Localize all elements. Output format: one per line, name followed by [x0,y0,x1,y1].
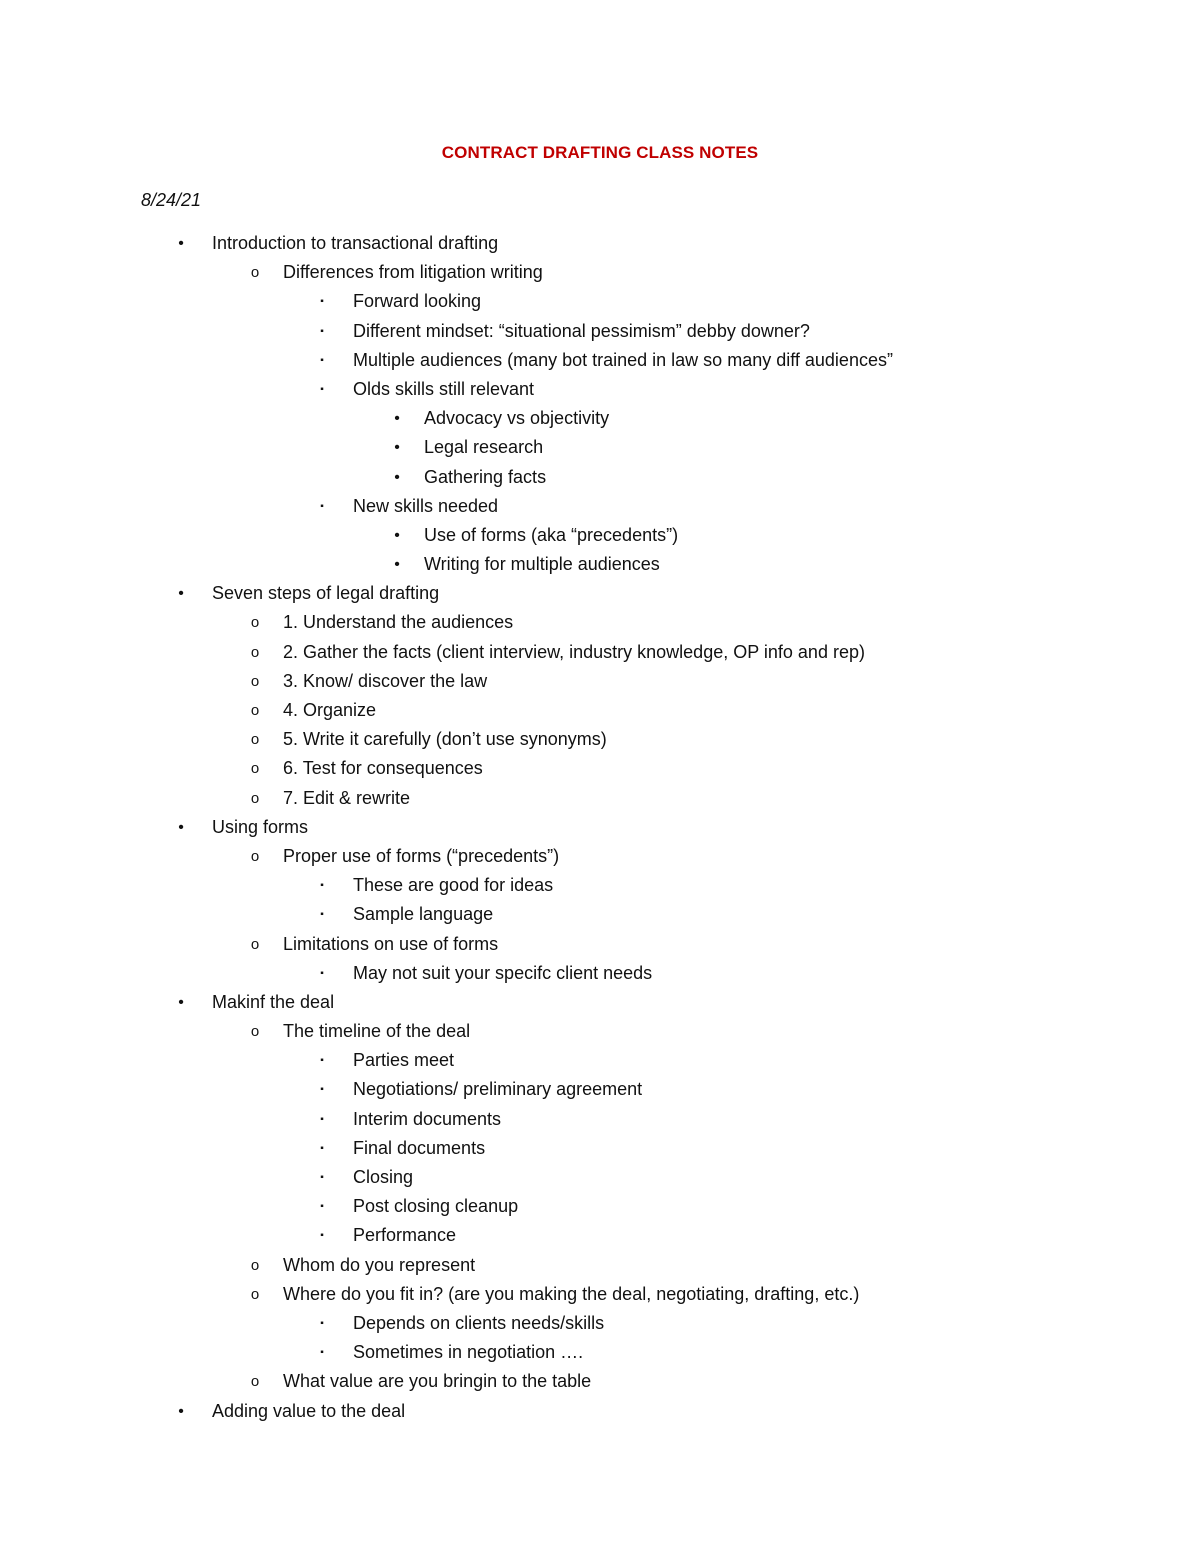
outline-item [0,1075,1200,1104]
outline-item-text: Using forms [212,816,309,837]
outline-item [0,1221,1200,1250]
outline-item-text: Closing [353,1167,414,1187]
outline-item [0,521,1200,550]
list-marker: ▪ [320,500,324,512]
outline-item-text: Adding value to the deal [212,1400,406,1421]
list-marker: • [394,468,400,486]
outline-item [0,784,1200,813]
outline-item-text: Legal research [424,437,544,458]
list-marker: • [178,993,184,1011]
outline-item [0,433,1200,462]
list-marker: o [250,731,260,749]
outline-item-text: Final documents [353,1137,486,1158]
outline-item-text: Forward looking [353,291,482,312]
outline-item [0,1046,1200,1075]
outline-item-text: May not suit your specifc client needs [353,962,653,983]
outline-item [0,346,1200,375]
list-marker: o [250,702,260,719]
outline-item-text: What value are you bringin to the table [283,1371,592,1392]
list-marker: ▪ [320,1347,324,1359]
list-marker: o [250,760,260,778]
list-marker: o [250,614,260,632]
outline-item [0,492,1200,521]
outline-item-text: New skills needed [353,495,499,516]
outline-item [0,1280,1200,1309]
list-marker: o [250,1023,260,1041]
list-marker: o [250,789,260,807]
list-marker: o [250,643,260,661]
outline-item-text: Use of forms (aka “precedents”) [424,524,679,545]
list-marker: o [250,847,260,865]
outline-item-text: 7. Edit & rewrite [283,787,411,808]
list-marker: • [394,410,400,428]
outline-item-text: Post closing cleanup [353,1196,519,1217]
outline-item [0,1367,1200,1396]
outline-item-text: Multiple audiences (many bot trained in law so many diff audiences” [353,349,893,370]
list-marker: • [178,818,184,836]
list-marker: ▪ [320,325,324,337]
outline-item-text: Depends on clients needs/skills [353,1312,605,1333]
outline-item [0,638,1200,667]
outline-item [0,375,1200,404]
outline-item [0,317,1200,346]
outline-item [0,667,1200,696]
list-marker: o [250,672,260,690]
outline-item-text: Where do you fit in? (are you making the deal, negotiating, drafting, etc.) [283,1283,860,1304]
outline-item [0,463,1200,492]
outline-item-text: Writing for multiple audiences [424,554,660,575]
list-marker: ▪ [320,967,324,979]
list-marker: ▪ [320,1172,324,1183]
list-marker: ▪ [320,1055,324,1067]
outline-item-text: Differences from litigation writing [283,262,543,283]
list-marker: ▪ [320,1113,324,1125]
outline-item-text: Negotiations/ preliminary agreement [353,1079,643,1100]
outline-item-text: Gathering facts [424,466,547,487]
list-marker: ▪ [320,296,324,308]
outline-item-text: These are good for ideas [353,875,554,896]
outline-item [0,959,1200,988]
outline-item [0,229,1200,258]
outline-item-text: Limitations on use of forms [283,933,499,954]
outline-item-text: Advocacy vs objectivity [424,408,610,429]
outline-item-text: 4. Organize [283,700,377,720]
list-marker: ▪ [320,1201,324,1213]
outline-item [0,842,1200,871]
list-marker: ▪ [320,383,324,395]
list-marker: o [250,1256,260,1274]
outline-item [0,754,1200,783]
outline-item-text: The timeline of the deal [283,1021,471,1042]
document-date: 8/24/21 [141,190,202,210]
outline-item [0,988,1200,1017]
outline-item [0,1309,1200,1338]
outline-item-text: Parties meet [353,1050,455,1071]
list-marker: ▪ [320,1142,324,1154]
list-marker: • [178,235,184,252]
list-marker: ▪ [320,1230,324,1242]
outline-item-text: Seven steps of legal drafting [212,583,440,604]
outline-item-text: Whom do you represent [283,1254,476,1275]
outline-item-text: Different mindset: “situational pessimism” debby downer? [353,320,810,341]
list-marker: o [250,264,260,282]
outline-item-text: 2. Gather the facts (client interview, industry knowledge, OP info and rep) [283,641,865,662]
outline-item-text: 1. Understand the audiences [283,612,514,633]
outline-item [0,1192,1200,1221]
outline-item [0,287,1200,316]
outline-item-text: Interim documents [353,1108,502,1129]
outline-item [0,813,1200,842]
list-marker: • [394,439,400,457]
outline-item [0,725,1200,754]
outline-item [0,900,1200,929]
outline-item [0,1134,1200,1163]
list-marker: o [250,1373,260,1391]
outline-item-text: Olds skills still relevant [353,378,535,399]
outline-item [0,404,1200,433]
list-marker: • [178,1402,184,1420]
outline-item [0,608,1200,637]
outline-item [0,1017,1200,1046]
notes-outline [0,229,1200,1426]
outline-item [0,696,1200,725]
list-marker: ▪ [320,909,324,921]
list-marker: • [394,526,400,544]
outline-item [0,1163,1200,1192]
outline-item-text: Makinf the deal [212,991,335,1012]
outline-item-text: 5. Write it carefully (don’t use synonyms) [283,729,607,750]
outline-item-text: Introduction to transactional drafting [212,233,499,253]
outline-item [0,1105,1200,1134]
list-marker: • [178,585,184,603]
outline-item-text: 6. Test for consequences [283,758,483,779]
outline-item [0,550,1200,579]
list-marker: ▪ [320,880,324,892]
outline-item [0,871,1200,900]
list-marker: • [394,556,400,574]
outline-item [0,1338,1200,1367]
list-marker: ▪ [320,1317,324,1329]
outline-item [0,1397,1200,1426]
outline-item-text: Proper use of forms (“precedents”) [283,845,560,866]
outline-item-text: Sample language [353,904,494,925]
outline-item [0,1251,1200,1280]
outline-item [0,579,1200,608]
list-marker: o [250,935,260,953]
outline-item-text: 3. Know/ discover the law [283,670,488,691]
outline-item-text: Performance [353,1225,457,1246]
outline-item [0,930,1200,959]
document-title: CONTRACT DRAFTING CLASS NOTES [441,143,759,162]
outline-item [0,258,1200,287]
outline-item-text: Sometimes in negotiation …. [353,1342,584,1363]
list-marker: ▪ [320,354,324,366]
list-marker: ▪ [320,1084,324,1096]
list-marker: o [250,1285,260,1303]
